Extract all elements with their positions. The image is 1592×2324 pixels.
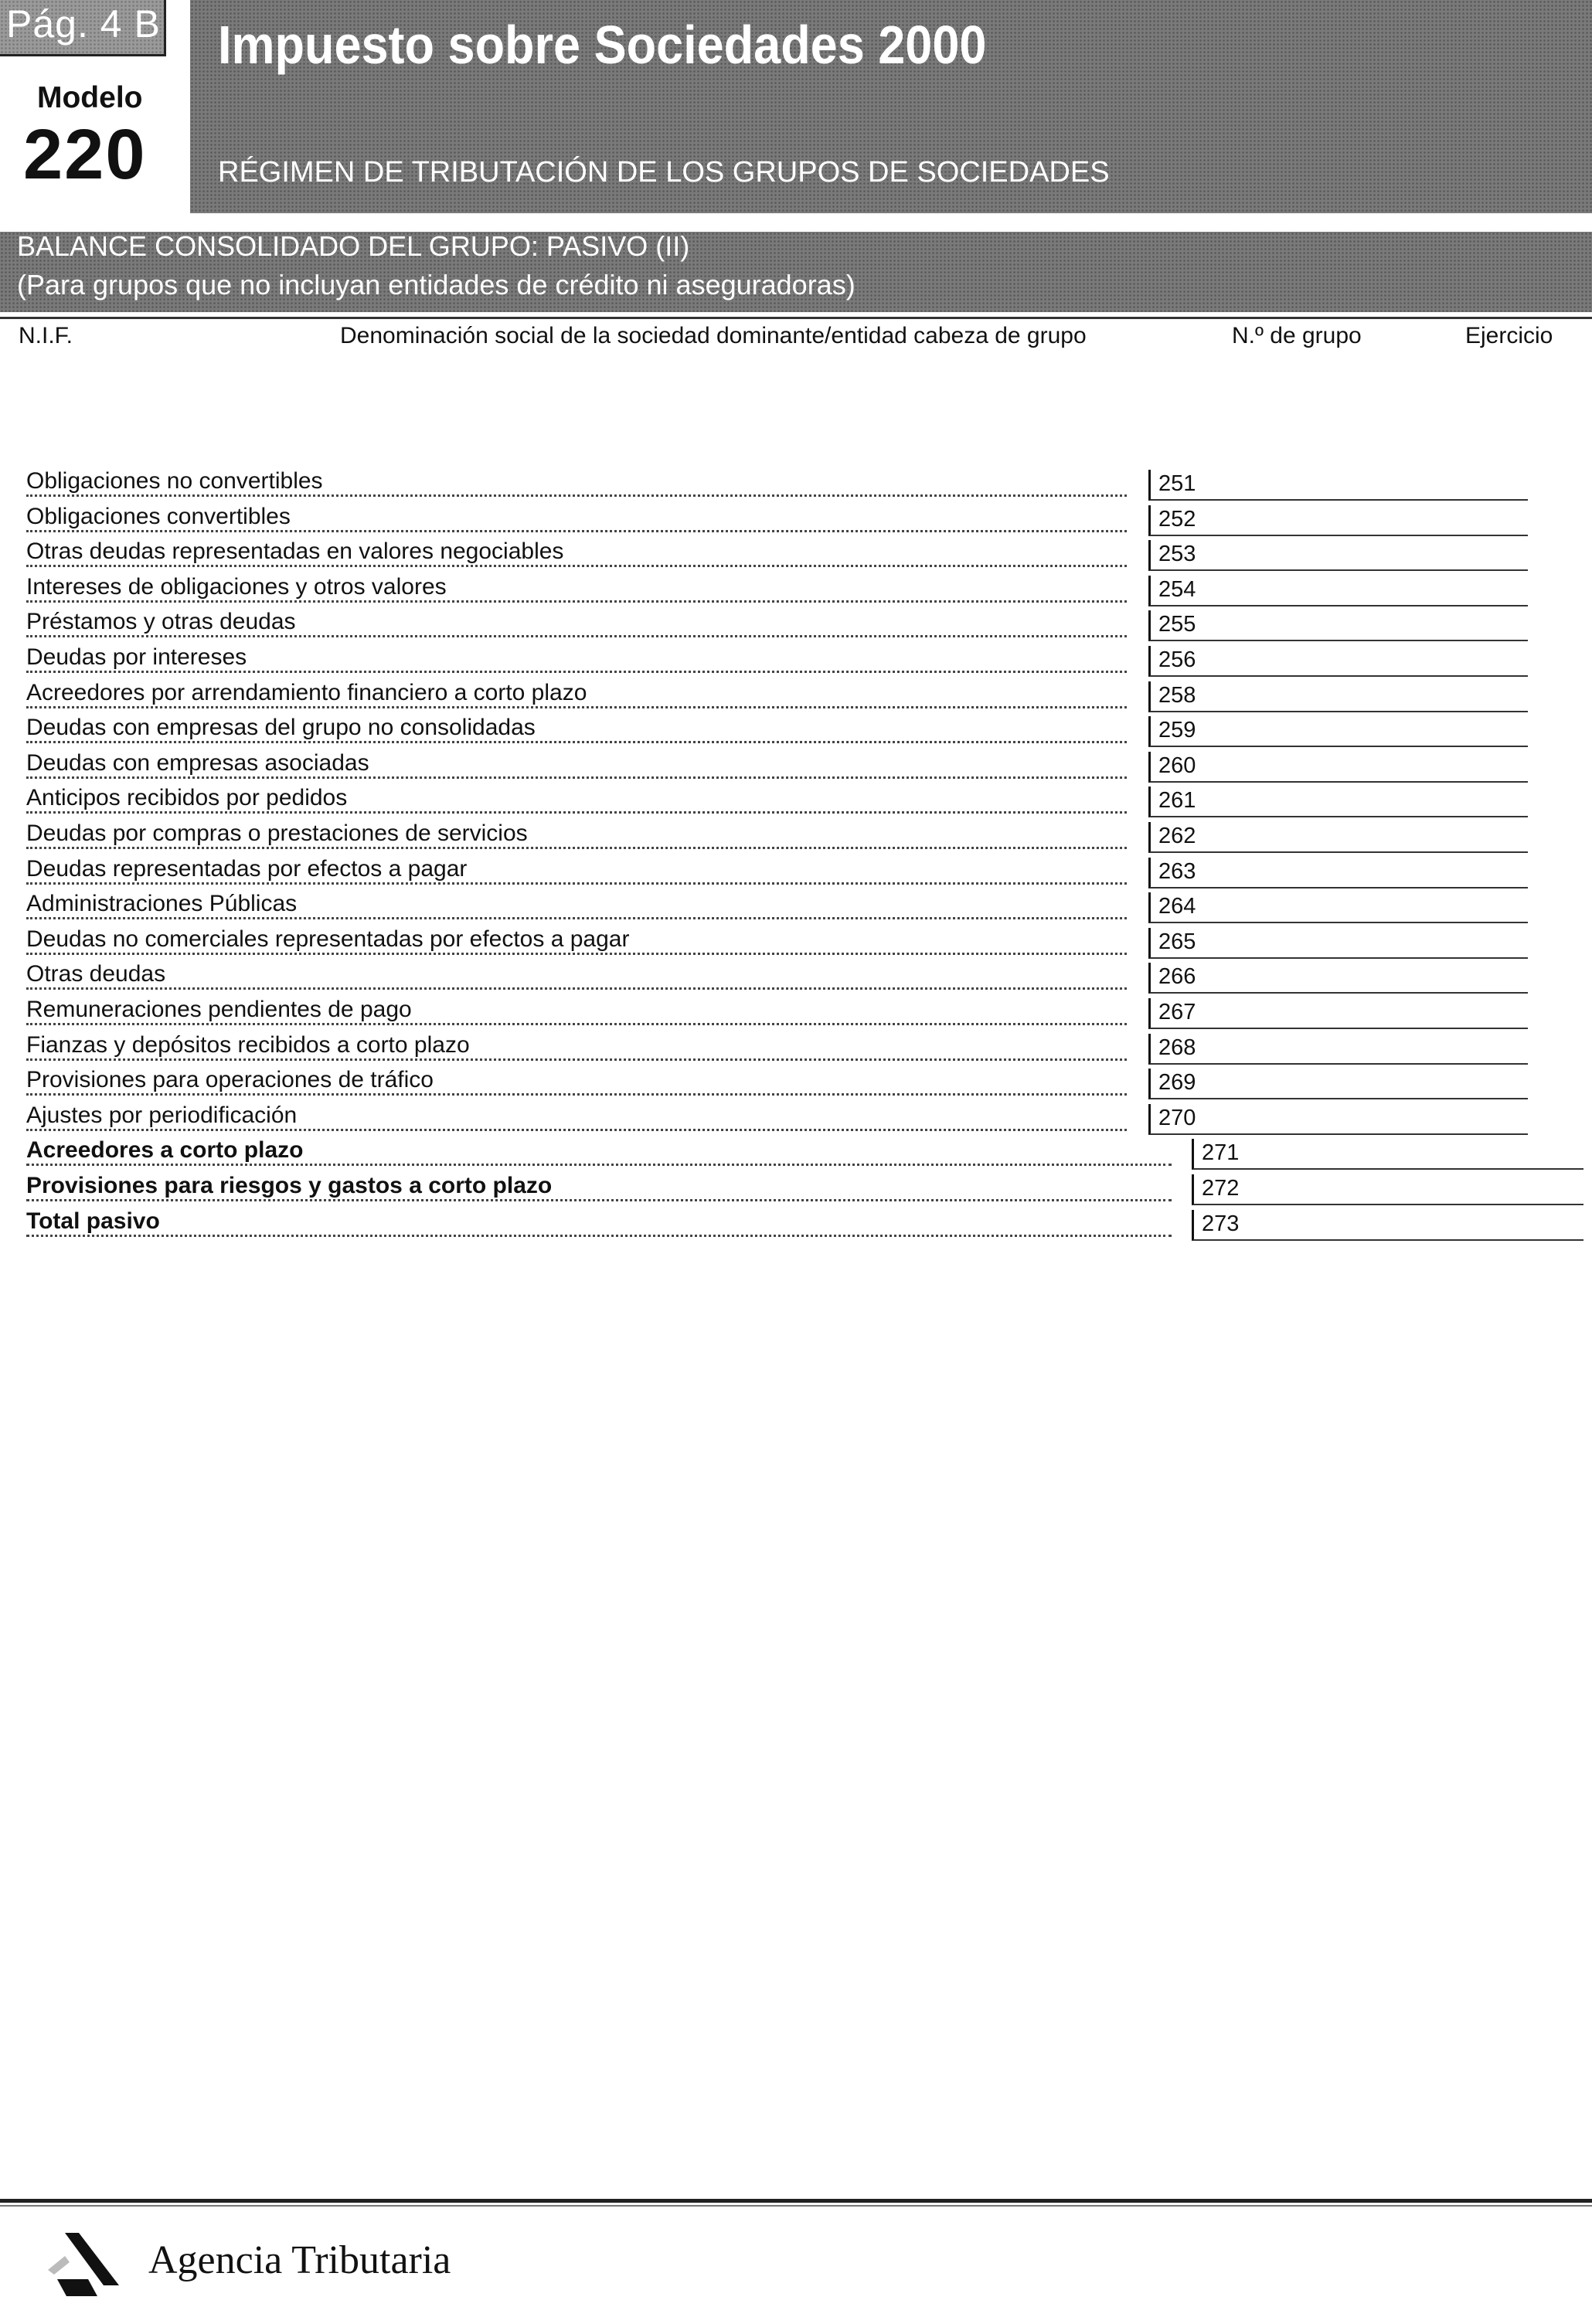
footer-divider-thin: [0, 2205, 1592, 2207]
row-label: Remuneraciones pendientes de pago: [26, 997, 415, 1023]
box-code: 255: [1158, 612, 1196, 637]
row-label: Deudas con empresas del grupo no consolidadas: [26, 715, 539, 741]
amount-field-268[interactable]: [1148, 1034, 1528, 1065]
row-label: Total pasivo: [26, 1208, 163, 1235]
footer-divider: [0, 2199, 1592, 2203]
box-code: 252: [1158, 506, 1196, 532]
amount-field-271[interactable]: [1192, 1139, 1583, 1170]
row-label: Deudas con empresas asociadas: [26, 750, 372, 776]
ejercicio-field-label: Ejercicio: [1465, 323, 1553, 348]
box-code: 261: [1158, 788, 1196, 814]
box-code: 258: [1158, 682, 1196, 708]
row-label: Administraciones Públicas: [26, 891, 300, 917]
dot-leader: [26, 917, 1127, 919]
row-label: Intereses de obligaciones y otros valores: [26, 574, 450, 600]
box-code: 254: [1158, 576, 1196, 602]
dot-leader: [26, 987, 1127, 990]
denominacion-field-label: Denominación social de la sociedad dominante/entidad cabeza de grupo: [340, 323, 1087, 348]
row-label: Deudas por compras o prestaciones de servicios: [26, 821, 531, 847]
page-title: Impuesto sobre Sociedades 2000: [218, 15, 987, 75]
dot-leader: [26, 1058, 1127, 1061]
box-code: 268: [1158, 1035, 1196, 1060]
dot-leader: [26, 1093, 1127, 1096]
dot-leader: [26, 635, 1127, 637]
amount-field-267[interactable]: [1148, 998, 1528, 1029]
dot-leader: [26, 1129, 1127, 1131]
row-label: Provisiones para riesgos y gastos a corto plazo: [26, 1173, 555, 1199]
dot-leader: [26, 953, 1127, 955]
row-label: Otras deudas representadas en valores negociables: [26, 539, 566, 565]
row-label: Deudas no comerciales representadas por efectos a pagar: [26, 926, 632, 953]
dot-leader: [26, 1164, 1172, 1166]
amount-field-252[interactable]: [1148, 505, 1528, 536]
dot-leader: [26, 530, 1127, 532]
dot-leader: [26, 1235, 1172, 1237]
amount-field-259[interactable]: [1148, 716, 1528, 747]
box-code: 272: [1202, 1176, 1240, 1201]
section-note: (Para grupos que no incluyan entidades de crédito ni aseguradoras): [17, 269, 856, 301]
amount-field-253[interactable]: [1148, 540, 1528, 571]
row-label: Fianzas y depósitos recibidos a corto plazo: [26, 1032, 473, 1058]
dot-leader: [26, 741, 1127, 743]
row-label: Acreedores a corto plazo: [26, 1137, 306, 1164]
box-code: 262: [1158, 824, 1196, 848]
dot-leader: [26, 882, 1127, 885]
box-code: 269: [1158, 1070, 1196, 1096]
box-code: 271: [1202, 1140, 1240, 1166]
page-subtitle: RÉGIMEN DE TRIBUTACIÓN DE LOS GRUPOS DE SOCIEDADES: [218, 156, 1110, 189]
row-label: Anticipos recibidos por pedidos: [26, 785, 350, 811]
amount-field-273[interactable]: [1192, 1210, 1583, 1241]
row-label: Obligaciones convertibles: [26, 504, 294, 530]
box-code: 259: [1158, 718, 1196, 743]
agencia-tributaria-logo-icon: [42, 2225, 127, 2302]
amount-field-266[interactable]: [1148, 963, 1528, 994]
section-title: BALANCE CONSOLIDADO DEL GRUPO: PASIVO (II): [17, 230, 690, 262]
box-code: 273: [1202, 1211, 1240, 1236]
box-code: 265: [1158, 929, 1196, 954]
amount-field-272[interactable]: [1192, 1174, 1583, 1205]
box-code: 266: [1158, 964, 1196, 990]
row-label: Obligaciones no convertibles: [26, 468, 326, 494]
modelo-number: 220: [23, 115, 147, 194]
dot-leader: [26, 811, 1127, 814]
dot-leader: [26, 706, 1127, 708]
amount-field-255[interactable]: [1148, 610, 1528, 641]
row-label: Deudas por intereses: [26, 644, 250, 671]
amount-field-265[interactable]: [1148, 928, 1528, 959]
dot-leader: [26, 847, 1127, 849]
row-label: Ajustes por periodificación: [26, 1103, 300, 1129]
box-code: 256: [1158, 647, 1196, 672]
box-code: 251: [1158, 471, 1196, 496]
dot-leader: [26, 600, 1127, 603]
modelo-label: Modelo: [37, 81, 143, 114]
amount-field-269[interactable]: [1148, 1069, 1528, 1099]
amount-field-262[interactable]: [1148, 822, 1528, 853]
dot-leader: [26, 671, 1127, 673]
dot-leader: [26, 1199, 1172, 1201]
dot-leader: [26, 494, 1127, 497]
row-label: Acreedores por arrendamiento financiero a corto plazo: [26, 680, 590, 706]
box-code: 267: [1158, 1000, 1196, 1024]
amount-field-256[interactable]: [1148, 646, 1528, 677]
box-code: 270: [1158, 1105, 1196, 1130]
row-label: Deudas representadas por efectos a pagar: [26, 856, 470, 882]
row-label: Otras deudas: [26, 961, 168, 987]
agency-name: Agencia Tributaria: [148, 2238, 451, 2282]
dot-leader: [26, 776, 1127, 779]
row-label: Préstamos y otras deudas: [26, 609, 299, 635]
amount-field-251[interactable]: [1148, 470, 1528, 501]
amount-field-261[interactable]: [1148, 787, 1528, 817]
box-code: 263: [1158, 858, 1196, 884]
amount-field-263[interactable]: [1148, 858, 1528, 888]
box-code: 253: [1158, 542, 1196, 567]
amount-field-270[interactable]: [1148, 1104, 1528, 1135]
page-label: Pág. 4 B: [6, 2, 161, 46]
amount-field-258[interactable]: [1148, 681, 1528, 712]
box-code: 260: [1158, 753, 1196, 778]
header-divider: [0, 317, 1592, 319]
grupo-field-label: N.º de grupo: [1232, 323, 1362, 348]
box-code: 264: [1158, 894, 1196, 919]
amount-field-254[interactable]: [1148, 576, 1528, 606]
amount-field-264[interactable]: [1148, 892, 1528, 923]
amount-field-260[interactable]: [1148, 752, 1528, 783]
nif-field-label: N.I.F.: [19, 323, 73, 348]
row-label: Provisiones para operaciones de tráfico: [26, 1067, 437, 1093]
dot-leader: [26, 1023, 1127, 1025]
dot-leader: [26, 565, 1127, 567]
